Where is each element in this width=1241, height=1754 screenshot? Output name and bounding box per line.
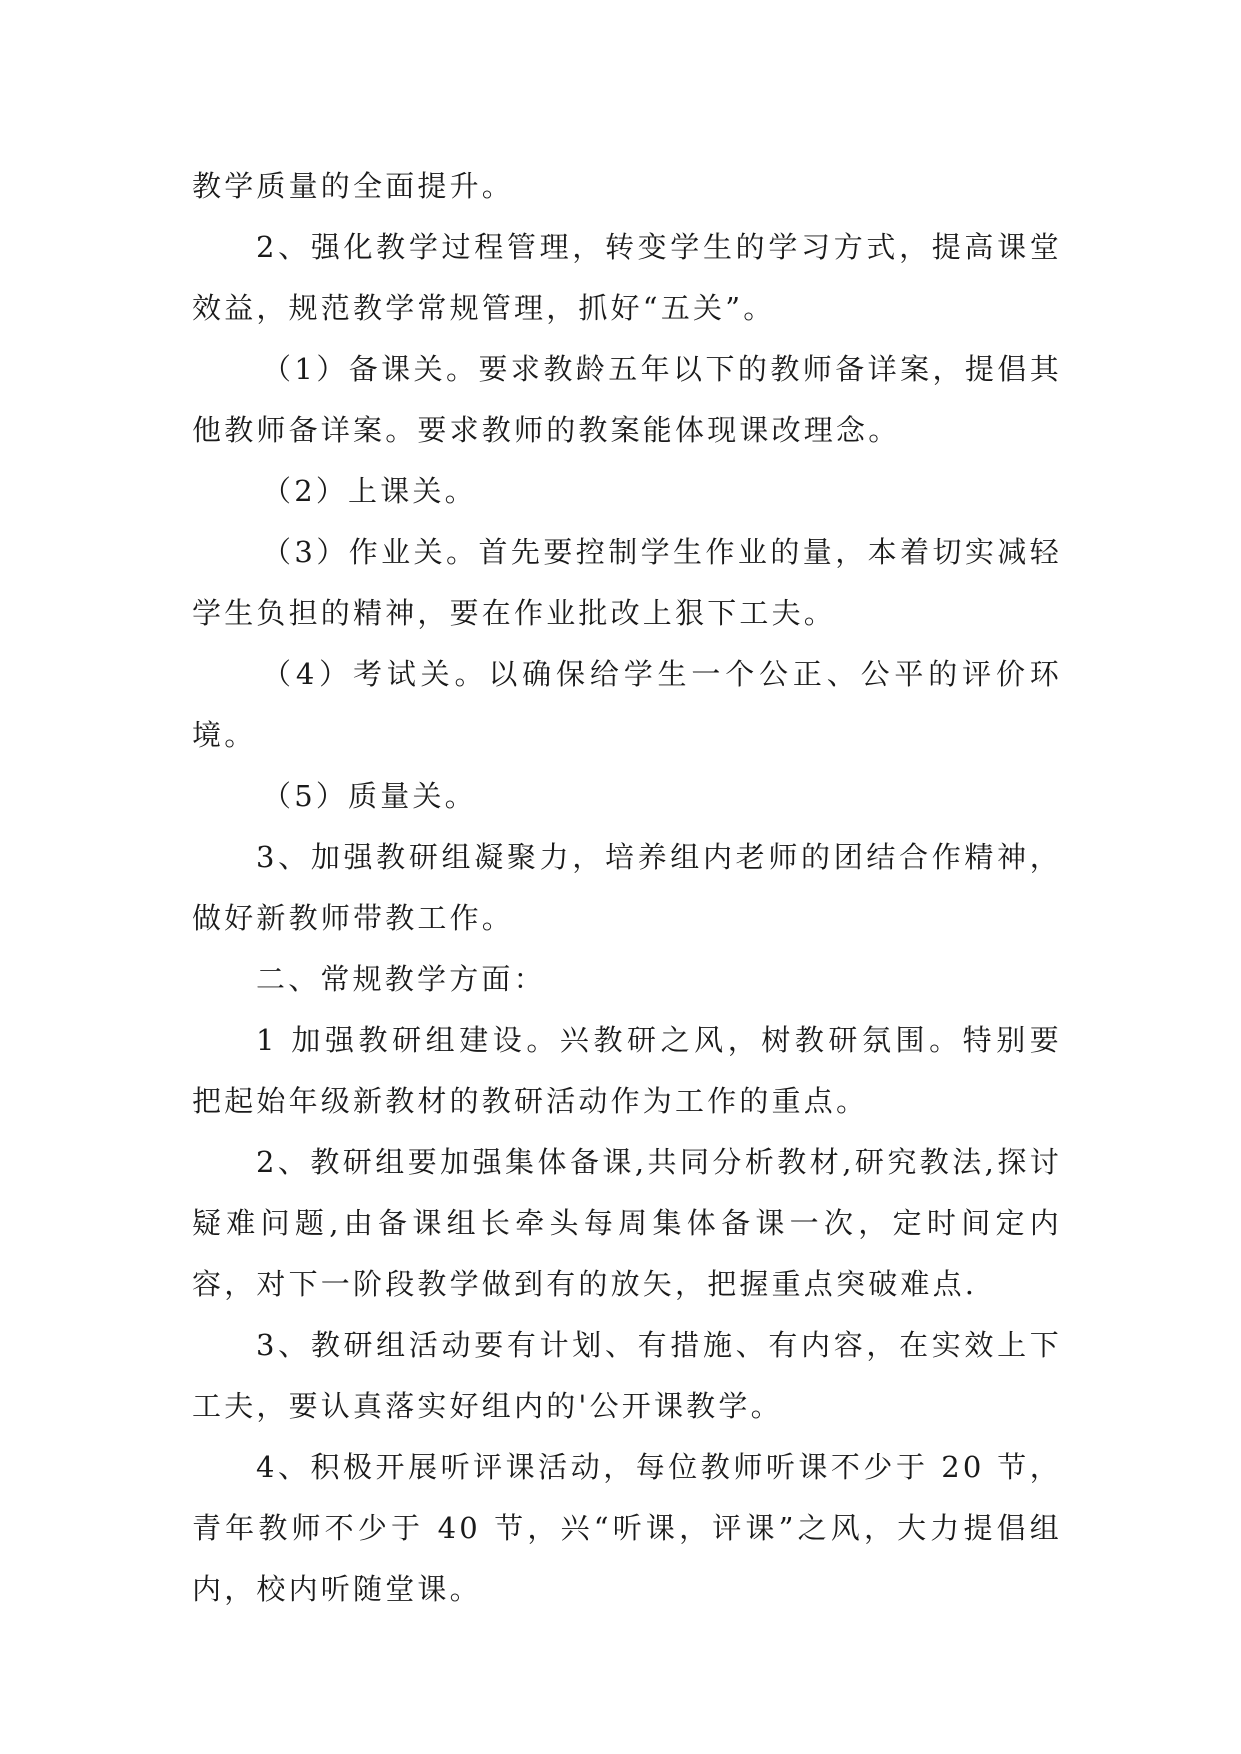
- paragraph-subitem-4: （4）考试关。以确保给学生一个公正、公平的评价环境。: [192, 657, 1062, 752]
- paragraph-item-3: 3、加强教研组凝聚力，培养组内老师的团结合作精神，做好新教师带教工作。: [192, 840, 1062, 935]
- document-body: [192, 156, 1062, 1620]
- section-heading: 二、常规教学方面：: [256, 962, 546, 996]
- paragraph-routine-1: 1 加强教研组建设。兴教研之风，树教研氛围。特别要把起始年级新教材的教研活动作为工作的重点。: [192, 1023, 1062, 1118]
- paragraph-continuation: 教学质量的全面提升。: [192, 169, 515, 203]
- paragraph-routine-4: 4、积极开展听评课活动，每位教师听课不少于 20 节，青年教师不少于 40 节，兴“听课，评课”之风，大力提倡组内，校内听随堂课。: [192, 1450, 1062, 1606]
- paragraph-routine-2: 2、教研组要加强集体备课,共同分析教材,研究教法,探讨疑难问题,由备课组长牵头每周集体备课一次，定时间定内容，对下一阶段教学做到有的放矢，把握重点突破难点.: [192, 1145, 1062, 1301]
- paragraph-subitem-3: （3）作业关。首先要控制学生作业的量，本着切实减轻学生负担的精神，要在作业批改上狠下工夫。: [192, 535, 1062, 630]
- paragraph-item-2: 2、强化教学过程管理，转变学生的学习方式，提高课堂效益，规范教学常规管理，抓好“五关”。: [192, 230, 1062, 325]
- paragraph-subitem-1: （1）备课关。要求教龄五年以下的教师备详案，提倡其他教师备详案。要求教师的教案能体现课改理念。: [192, 352, 1062, 447]
- paragraph-subitem-2: （2）上课关。: [262, 474, 477, 508]
- paragraph-subitem-5: （5）质量关。: [262, 779, 477, 813]
- paragraph-routine-3: 3、教研组活动要有计划、有措施、有内容，在实效上下工夫，要认真落实好组内的'公开课教学。: [192, 1328, 1062, 1423]
